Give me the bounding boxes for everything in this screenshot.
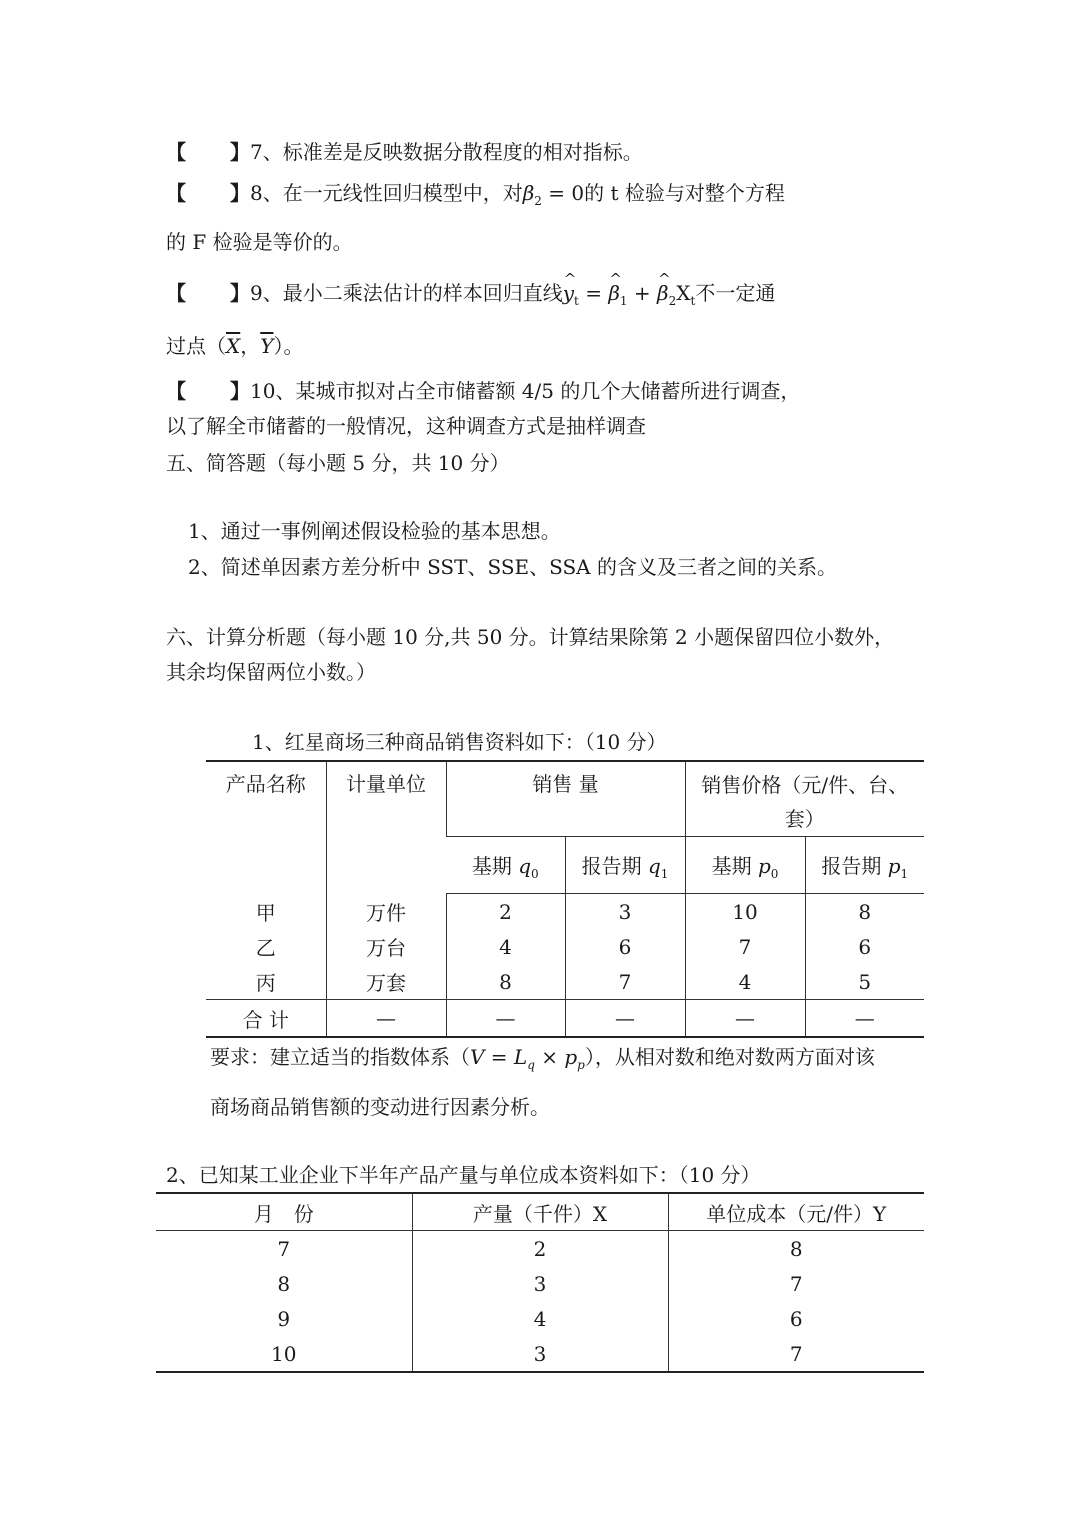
table-row: 9 4 6 bbox=[156, 1301, 924, 1336]
answer-bracket[interactable]: 【 】 bbox=[166, 379, 250, 403]
tf-question-8: 【 】8、在一元线性回归模型中，对$\beta_2 = 0$的 t 检验与对整个方程 bbox=[166, 181, 785, 208]
tf-question-9-line2: 过点（$\overline{X}$，$\overline{Y}$）。 bbox=[166, 334, 304, 358]
table-row: 8 3 7 bbox=[156, 1266, 924, 1301]
problem-1-requirement-line2: 商场商品销售额的变动进行因素分析。 bbox=[210, 1095, 550, 1119]
beta2-hat: ^ β bbox=[657, 280, 669, 306]
section-6-title: 六、计算分析题（每小题 10 分,共 50 分。计算结果除第 2 小题保留四位小数外， bbox=[166, 625, 895, 649]
header-p1: 报告期 $p_1$ bbox=[805, 837, 924, 894]
table-row: 甲 万件 2 3 10 8 bbox=[206, 894, 924, 930]
header-p0: 基期 $p_0$ bbox=[685, 837, 805, 894]
sales-table bbox=[206, 760, 924, 1038]
tf-question-10: 【 】10、某城市拟对占全市储蓄额 4/5 的几个大储蓄所进行调查， bbox=[166, 379, 801, 403]
section-6-title-line2: 其余均保留两位小数。） bbox=[166, 660, 376, 684]
answer-bracket[interactable]: 【 】 bbox=[166, 281, 250, 305]
header-output: 产量（千件）X bbox=[412, 1193, 668, 1231]
section-5-question-1: 1、通过一事例阐述假设检验的基本思想。 bbox=[188, 519, 561, 543]
header-price: 销售价格（元/件、台、套） bbox=[685, 761, 924, 837]
header-q1: 报告期 $q_1$ bbox=[565, 837, 685, 894]
answer-bracket[interactable]: 【 】 bbox=[166, 140, 250, 164]
problem-1-requirement: 要求：建立适当的指数体系$(V = L_q \times p_p)$，从相对数和绝对数两方面对该 bbox=[210, 1045, 875, 1072]
table-row: 7 2 8 bbox=[156, 1231, 924, 1267]
table-row: 丙 万套 8 7 4 5 bbox=[206, 964, 924, 1000]
header-quantity: 销售 量 bbox=[446, 761, 685, 837]
tf-question-8-line2: 的 F 检验是等价的。 bbox=[166, 230, 353, 254]
section-5-question-2: 2、简述单因素方差分析中 SST、SSE、SSA 的含义及三者之间的关系。 bbox=[188, 555, 837, 579]
header-unit-cost: 单位成本（元/件）Y bbox=[668, 1193, 924, 1231]
beta1-hat: ^ β bbox=[608, 280, 620, 306]
table-row: 乙 万台 4 6 7 6 bbox=[206, 929, 924, 964]
tf-question-10-line2: 以了解全市储蓄的一般情况，这种调查方式是抽样调查 bbox=[166, 414, 646, 438]
tf-question-9: 【 】9、最小二乘法估计的样本回归直线^ $y_t$ = ^ $\beta_1$ + ^ $\beta_2X_t$不一定通 bbox=[166, 280, 775, 314]
production-cost-table bbox=[156, 1192, 924, 1373]
section-5-title: 五、简答题（每小题 5 分，共 10 分） bbox=[166, 451, 510, 475]
table-row: 10 3 7 bbox=[156, 1336, 924, 1372]
answer-bracket[interactable]: 【 】 bbox=[166, 181, 250, 205]
tf-question-7: 【 】7、标准差是反映数据分散程度的相对指标。 bbox=[166, 140, 643, 164]
header-unit: 计量单位 bbox=[326, 761, 446, 894]
header-month: 月 份 bbox=[156, 1193, 412, 1231]
y-hat: ^ y bbox=[563, 280, 574, 306]
problem-2-caption: 2、已知某工业企业下半年产品产量与单位成本资料如下：（10 分） bbox=[166, 1163, 761, 1187]
header-q0: 基期 $q_0$ bbox=[446, 837, 565, 894]
problem-1-caption: 1、红星商场三种商品销售资料如下：（10 分） bbox=[252, 730, 667, 754]
total-row: 合 计 — — — — — bbox=[206, 1000, 924, 1038]
header-product-name: 产品名称 bbox=[225, 772, 306, 796]
